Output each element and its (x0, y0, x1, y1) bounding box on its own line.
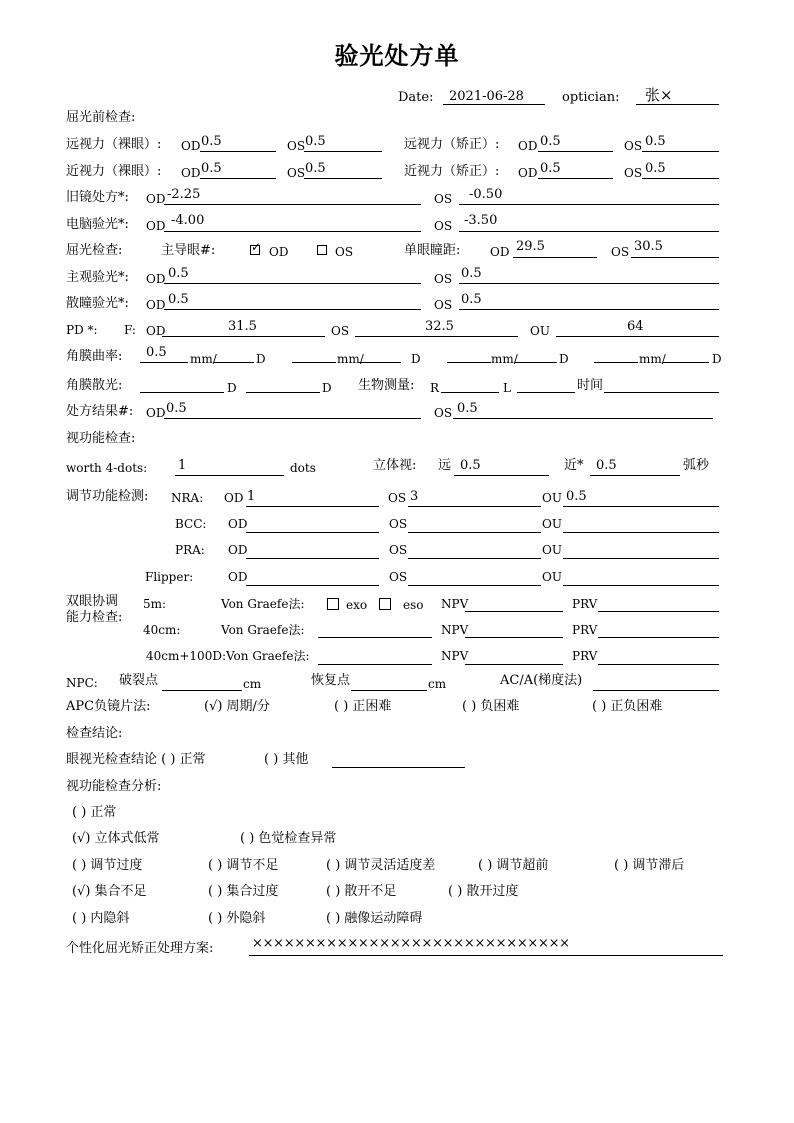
near-corr-od-value: 0.5 (540, 161, 561, 176)
result-os-line (453, 418, 713, 419)
pra-od-label: OD (228, 543, 248, 557)
binocular-5m-label: 5m: (143, 597, 167, 611)
plan-line (249, 955, 723, 956)
pd-os-label: OS (331, 324, 350, 338)
date-line (443, 104, 545, 105)
refraction-label: 屈光检查: (66, 243, 123, 258)
pra-label: PRA: (175, 543, 205, 557)
nra-od-label: OD (224, 491, 244, 505)
worth-line (175, 475, 284, 476)
plan-value: ×××××××××××××××××××××××××××××× (252, 936, 570, 951)
curvature-d-2: D (411, 352, 421, 366)
astig-label: 角膜散光: (66, 378, 123, 393)
flipper-ou-label: OU (542, 570, 562, 584)
binocular-40cm-method: Von Graefe法: (221, 623, 305, 637)
biometry-time-label: 时间 (577, 378, 604, 393)
far-naked-od-value: 0.5 (201, 134, 222, 149)
old-rx-os-label: OS (434, 192, 453, 206)
far-corr-os-line (642, 151, 719, 152)
cyclo-os-value: 0.5 (461, 292, 482, 307)
analysis-esophoria[interactable]: ( ) 内隐斜 (72, 911, 130, 926)
near-naked-os-label: OS (287, 166, 306, 180)
stereo-near-value: 0.5 (596, 458, 617, 473)
near-corr-od-label: OD (518, 166, 538, 180)
pra-os-line (408, 558, 541, 559)
binocular-5m-prv-label: PRV (572, 597, 598, 611)
worth-value: 1 (178, 458, 187, 473)
npc-cm-2: cm (428, 677, 447, 691)
result-os-label: OS (434, 406, 453, 420)
bcc-label: BCC: (175, 517, 207, 531)
conclusion-other[interactable]: ( ) 其他 (264, 752, 309, 767)
analysis-divergence-insufficient[interactable]: ( ) 散开不足 (326, 884, 397, 899)
auto-ref-os-line (459, 231, 719, 232)
aca-line (593, 690, 719, 691)
far-naked-label: 远视力（裸眼）: (66, 137, 162, 152)
pra-os-label: OS (389, 543, 408, 557)
bcc-ou-label: OU (542, 517, 562, 531)
pra-ou-line (563, 558, 719, 559)
nra-od-value: 1 (247, 489, 256, 504)
nra-ou-line (563, 506, 719, 507)
eso-label: eso (403, 598, 424, 612)
analysis-convergence-excess[interactable]: ( ) 集合过度 (208, 884, 279, 899)
optician-value: 张× (645, 86, 673, 104)
astig-d-1: D (227, 381, 237, 395)
npc-cm-1: cm (243, 677, 262, 691)
analysis-heading: 视功能检查分析: (66, 779, 162, 794)
curvature-mm-1: mm/ (190, 352, 217, 366)
far-naked-od-line (200, 151, 276, 152)
binocular-40cm-plus-prv-label: PRV (572, 649, 598, 663)
date-label: Date: (398, 90, 434, 105)
astig-line-1 (140, 392, 224, 393)
npc-label: NPC: (66, 676, 98, 690)
far-naked-os-line (304, 151, 382, 152)
subjective-os-line (459, 283, 719, 284)
analysis-convergence-insufficient[interactable]: (√) 集合不足 (72, 884, 147, 899)
binocular-40cm-plus-label: 40cm+100D:Von Graefe法: (146, 649, 310, 663)
subjective-od-value: 0.5 (168, 266, 189, 281)
binocular-40cm-npv-label: NPV (441, 623, 469, 637)
biometry-l-line (517, 392, 575, 393)
analysis-divergence-excess[interactable]: ( ) 散开过度 (448, 884, 519, 899)
old-rx-label: 旧镜处方*: (66, 190, 129, 205)
conclusion-normal[interactable]: 眼视光检查结论 ( ) 正常 (66, 752, 206, 767)
binocular-5m-prv-line (598, 611, 719, 612)
pd-f-label: F: (124, 323, 136, 337)
curvature-line-3 (292, 362, 336, 363)
binocular-40cm-plus-value-line (318, 664, 432, 665)
binocular-5m-npv-line (465, 611, 563, 612)
analysis-accom-insufficient[interactable]: ( ) 调节不足 (208, 858, 279, 873)
dominant-os-checkbox[interactable] (317, 245, 327, 255)
binocular-label-1: 双眼协调 (66, 594, 119, 609)
auto-ref-os-value: -3.50 (464, 213, 498, 228)
mono-pd-od-label: OD (490, 245, 510, 259)
result-od-line (164, 418, 421, 419)
analysis-fusion-disorder[interactable]: ( ) 融像运动障碍 (326, 911, 423, 926)
biometry-label: 生物测量: (358, 378, 415, 393)
binocular-5m-method: Von Graefe法: (221, 597, 305, 611)
biometry-time-line (604, 392, 719, 393)
flipper-od-line (246, 585, 379, 586)
astig-d-2: D (322, 381, 332, 395)
conclusion-other-line (332, 767, 465, 768)
biometry-r-line (441, 392, 499, 393)
binocular-40cm-prv-label: PRV (572, 623, 598, 637)
near-naked-os-line (304, 178, 382, 179)
pd-os-line (355, 336, 518, 337)
plan-label: 个性化屈光矫正处理方案: (66, 941, 214, 956)
optician-line (636, 104, 719, 105)
pd-label: PD *: (66, 323, 98, 337)
cyclo-od-value: 0.5 (168, 292, 189, 307)
old-rx-os-line (459, 204, 719, 205)
npc-recover-label: 恢复点 (311, 673, 351, 688)
old-rx-od-label: OD (146, 192, 166, 206)
near-naked-od-label: OD (181, 166, 201, 180)
analysis-accom-excess[interactable]: ( ) 调节过度 (72, 858, 143, 873)
mono-pd-od-line (513, 257, 597, 258)
far-naked-os-label: OS (287, 139, 306, 153)
subjective-os-label: OS (434, 272, 453, 286)
cyclo-label: 散瞳验光*: (66, 296, 129, 311)
old-rx-os-value: -0.50 (469, 187, 503, 202)
stereo-near-label: 近* (564, 458, 584, 473)
curvature-line-7 (594, 362, 638, 363)
bcc-ou-line (563, 532, 719, 533)
curvature-d-1: D (256, 352, 266, 366)
curvature-line-8 (663, 362, 709, 363)
far-corr-label: 远视力（矫正）: (404, 137, 500, 152)
nra-os-value: 3 (410, 489, 419, 504)
exo-checkbox[interactable] (327, 598, 339, 610)
pd-od-line (162, 336, 325, 337)
analysis-accom-facility[interactable]: ( ) 调节灵活适度差 (326, 858, 436, 873)
accommodation-label: 调节功能检测: (66, 489, 149, 504)
curvature-line-5 (447, 362, 491, 363)
curvature-mm-2: mm/ (337, 352, 364, 366)
auto-ref-od-line (164, 231, 421, 232)
far-corr-od-line (538, 151, 613, 152)
curvature-value: 0.5 (146, 345, 167, 360)
stereo-near-line (590, 475, 680, 476)
nra-label: NRA: (171, 491, 204, 505)
apc-option-both[interactable]: ( ) 正负困难 (592, 699, 663, 714)
curvature-mm-3: mm/ (491, 352, 518, 366)
stereo-far-line (454, 475, 549, 476)
far-naked-od-label: OD (181, 139, 201, 153)
subjective-os-value: 0.5 (461, 266, 482, 281)
near-naked-od-value: 0.5 (201, 161, 222, 176)
apc-option-negative[interactable]: ( ) 负困难 (462, 699, 520, 714)
pd-ou-value: 64 (627, 319, 644, 334)
result-label: 处方结果#: (66, 404, 134, 419)
pd-ou-label: OU (530, 324, 550, 338)
near-naked-label: 近视力（裸眼）: (66, 164, 162, 179)
analysis-accom-lag[interactable]: ( ) 调节滞后 (614, 858, 685, 873)
subjective-od-label: OD (146, 272, 166, 286)
bcc-os-label: OS (389, 517, 408, 531)
dominant-os-label: OS (335, 245, 354, 259)
nra-os-label: OS (388, 491, 407, 505)
result-od-value: 0.5 (166, 401, 187, 416)
curvature-line-1 (140, 362, 188, 363)
near-corr-os-line (642, 178, 719, 179)
check-mark-icon: ✓ (251, 240, 262, 254)
astig-line-2 (246, 392, 320, 393)
flipper-os-label: OS (389, 570, 408, 584)
near-naked-os-value: 0.5 (305, 161, 326, 176)
nra-ou-value: 0.5 (566, 489, 587, 504)
pd-ou-line (556, 336, 719, 337)
binocular-40cm-plus-npv-label: NPV (441, 649, 469, 663)
binocular-40cm-label: 40cm: (143, 623, 181, 637)
cyclo-os-line (459, 309, 719, 310)
pd-od-label: OD (146, 324, 166, 338)
nra-ou-label: OU (542, 491, 562, 505)
binocular-5m-npv-label: NPV (441, 597, 469, 611)
curvature-d-4: D (712, 352, 722, 366)
near-corr-od-line (538, 178, 613, 179)
npc-recover-line (351, 690, 427, 691)
binocular-40cm-plus-npv-line (465, 664, 563, 665)
pd-od-value: 31.5 (228, 319, 257, 334)
mono-pd-os-value: 30.5 (634, 239, 663, 254)
worth-label: worth 4-dots: (66, 461, 148, 475)
bcc-os-line (408, 532, 541, 533)
dominant-od-label: OD (269, 245, 289, 259)
mono-pd-label: 单眼瞳距: (404, 243, 461, 258)
curvature-mm-4: mm/ (639, 352, 666, 366)
conclusion-heading: 检查结论: (66, 726, 123, 741)
flipper-od-label: OD (228, 570, 248, 584)
apc-option-positive[interactable]: ( ) 正困难 (334, 699, 392, 714)
apc-label: APC负镜片法: (66, 699, 151, 714)
dots-label: dots (290, 461, 316, 475)
auto-ref-label: 电脑验光*: (66, 217, 129, 232)
mono-pd-os-line (631, 257, 719, 258)
near-corr-os-value: 0.5 (645, 161, 666, 176)
flipper-ou-line (563, 585, 719, 586)
analysis-color-abnormal[interactable]: ( ) 色觉检查异常 (240, 831, 337, 846)
result-od-label: OD (146, 406, 166, 420)
binocular-label-2: 能力检查: (66, 610, 123, 625)
analysis-stereo-low[interactable]: (√) 立体式低常 (72, 831, 160, 846)
flipper-label: Flipper: (145, 570, 194, 584)
pra-ou-label: OU (542, 543, 562, 557)
cyclo-od-label: OD (146, 298, 166, 312)
curvature-line-4 (359, 362, 401, 363)
biometry-l-label: L (503, 381, 511, 395)
cyclo-os-label: OS (434, 298, 453, 312)
far-corr-od-label: OD (518, 139, 538, 153)
page-title: 验光处方单 (334, 41, 460, 70)
stereo-unit: 弧秒 (683, 458, 710, 473)
optician-label: optician: (562, 90, 620, 105)
cyclo-od-line (164, 309, 421, 310)
near-corr-os-label: OS (624, 166, 643, 180)
npc-break-line (162, 690, 242, 691)
curvature-d-3: D (559, 352, 569, 366)
result-os-value: 0.5 (457, 401, 478, 416)
auto-ref-od-label: OD (146, 219, 166, 233)
binocular-40cm-npv-line (465, 637, 563, 638)
bcc-od-line (246, 532, 379, 533)
far-corr-os-label: OS (624, 139, 643, 153)
biometry-r-label: R (430, 381, 440, 395)
nra-os-line (408, 506, 541, 507)
far-corr-od-value: 0.5 (540, 134, 561, 149)
far-naked-os-value: 0.5 (305, 134, 326, 149)
curvature-line-2 (214, 362, 254, 363)
auto-ref-od-value: -4.00 (171, 213, 205, 228)
stereo-far-label: 远 (438, 458, 452, 473)
binocular-40cm-plus-prv-line (598, 664, 719, 665)
near-corr-label: 近视力（矫正）: (404, 164, 500, 179)
pra-od-line (246, 558, 379, 559)
mono-pd-os-label: OS (611, 245, 630, 259)
analysis-normal[interactable]: ( ) 正常 (72, 805, 117, 820)
mono-pd-od-value: 29.5 (516, 239, 545, 254)
stereo-far-value: 0.5 (460, 458, 481, 473)
binocular-40cm-prv-line (598, 637, 719, 638)
analysis-accom-lead[interactable]: ( ) 调节超前 (478, 858, 549, 873)
pre-heading: 屈光前检查: (66, 110, 136, 125)
date-value: 2021-06-28 (449, 89, 524, 104)
pd-os-value: 32.5 (425, 319, 454, 334)
far-corr-os-value: 0.5 (645, 134, 666, 149)
subjective-label: 主观验光*: (66, 270, 129, 285)
analysis-exophoria[interactable]: ( ) 外隐斜 (208, 911, 266, 926)
aca-label: AC/A(梯度法) (500, 673, 583, 688)
nra-od-line (246, 506, 379, 507)
auto-ref-os-label: OS (434, 219, 453, 233)
curvature-label: 角膜曲率: (66, 349, 123, 364)
dominant-eye-label: 主导眼#: (161, 243, 216, 258)
binocular-40cm-value-line (318, 637, 432, 638)
curvature-line-6 (515, 362, 557, 363)
old-rx-od-line (164, 204, 421, 205)
old-rx-od-value: -2.25 (167, 187, 201, 202)
stereo-label: 立体视: (373, 458, 417, 473)
apc-option-cycles[interactable]: (√) 周期/分 (204, 699, 270, 714)
flipper-os-line (408, 585, 541, 586)
subjective-od-line (164, 283, 421, 284)
eso-checkbox[interactable] (379, 598, 391, 610)
exo-label: exo (346, 598, 368, 612)
vision-heading: 视功能检查: (66, 431, 136, 446)
bcc-od-label: OD (228, 517, 248, 531)
npc-break-label: 破裂点 (119, 673, 159, 688)
near-naked-od-line (200, 178, 276, 179)
